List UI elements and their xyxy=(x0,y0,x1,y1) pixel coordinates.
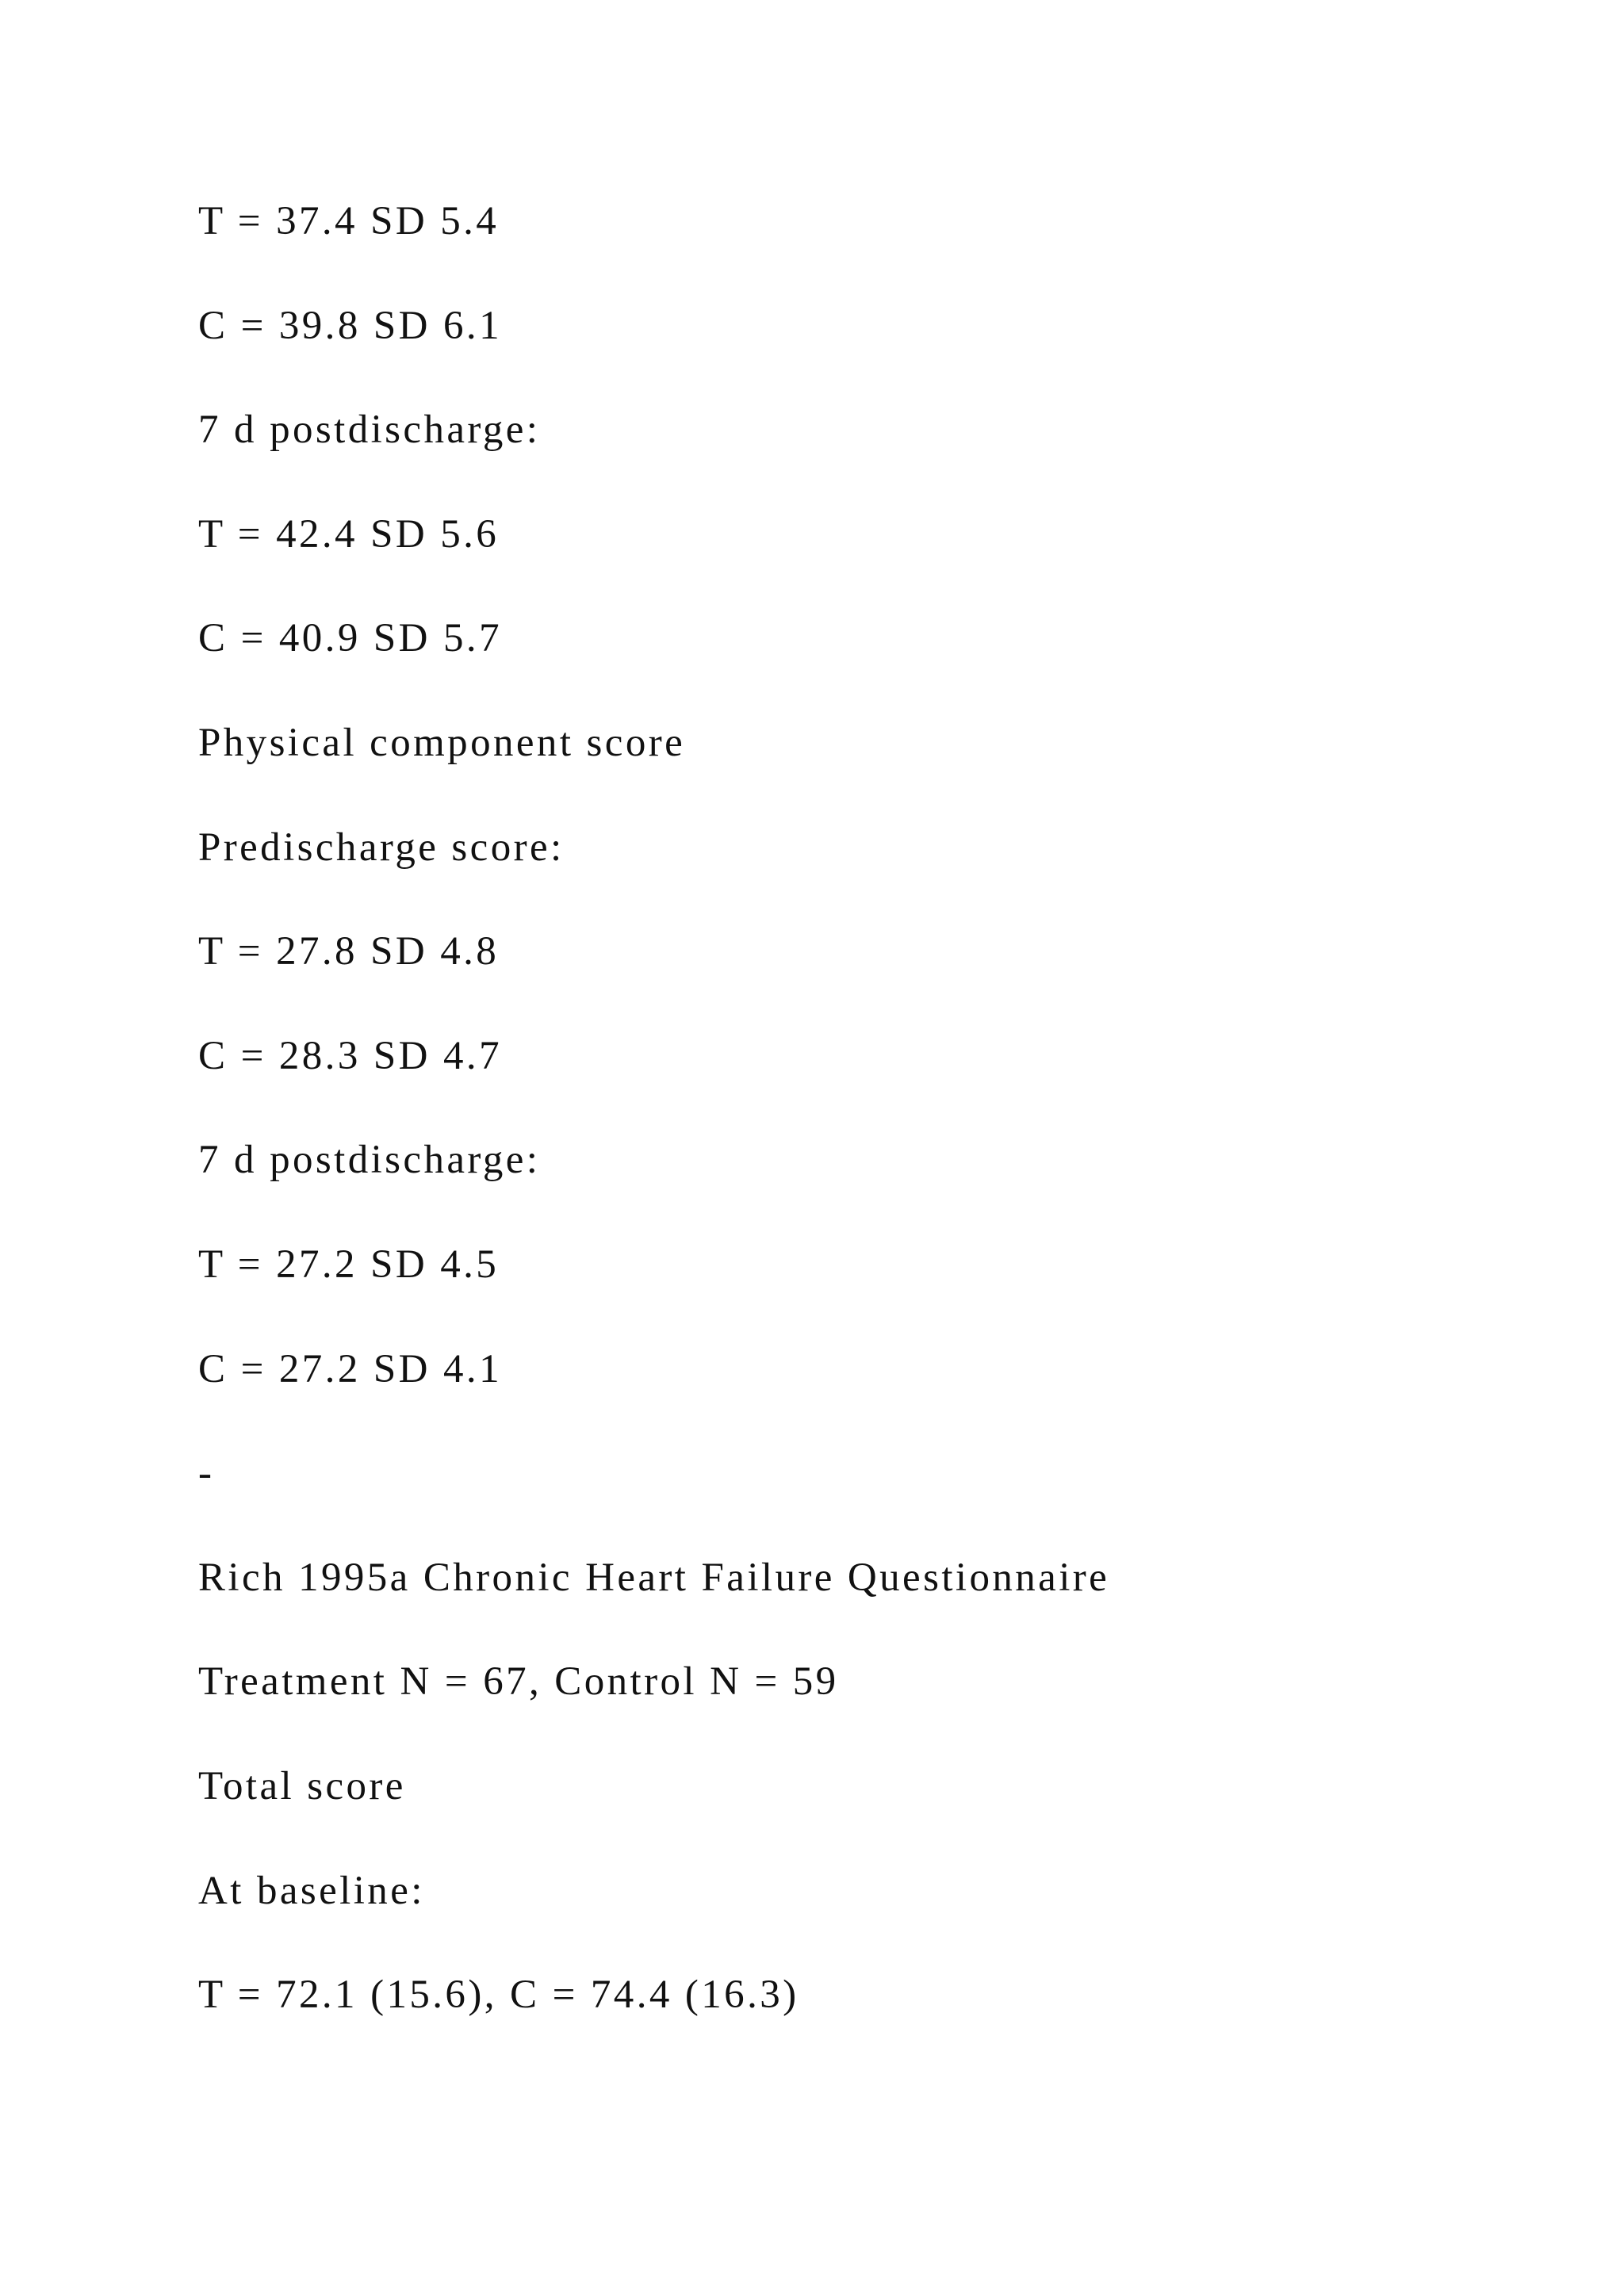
text-line: Predischarge score: xyxy=(198,825,565,870)
text-line: T = 37.4 SD 5.4 xyxy=(198,199,500,243)
text-line: T = 27.2 SD 4.5 xyxy=(198,1242,500,1287)
text-line: C = 40.9 SD 5.7 xyxy=(198,616,502,661)
text-line: 7 d postdischarge: xyxy=(198,1138,541,1183)
text-lines xyxy=(198,193,1109,2072)
text-line: C = 39.8 SD 6.1 xyxy=(198,303,502,348)
text-line: T = 42.4 SD 5.6 xyxy=(198,511,500,557)
text-line: Rich 1995a Chronic Heart Failure Questionnaire xyxy=(198,1555,1110,1600)
text-line: 7 d postdischarge: xyxy=(198,408,541,453)
text-line: C = 27.2 SD 4.1 xyxy=(198,1346,502,1391)
text-line: At baseline: xyxy=(198,1868,425,1913)
text-line: Physical component score xyxy=(198,720,686,765)
text-line: Total score xyxy=(198,1763,406,1808)
text-line: T = 72.1 (15.6), C = 74.4 (16.3) xyxy=(198,1973,799,2018)
text-line: C = 28.3 SD 4.7 xyxy=(198,1033,502,1078)
text-line: Treatment N = 67, Control N = 59 xyxy=(198,1659,839,1705)
text-line: T = 27.8 SD 4.8 xyxy=(198,929,500,974)
separator-dash: - xyxy=(198,1451,215,1496)
